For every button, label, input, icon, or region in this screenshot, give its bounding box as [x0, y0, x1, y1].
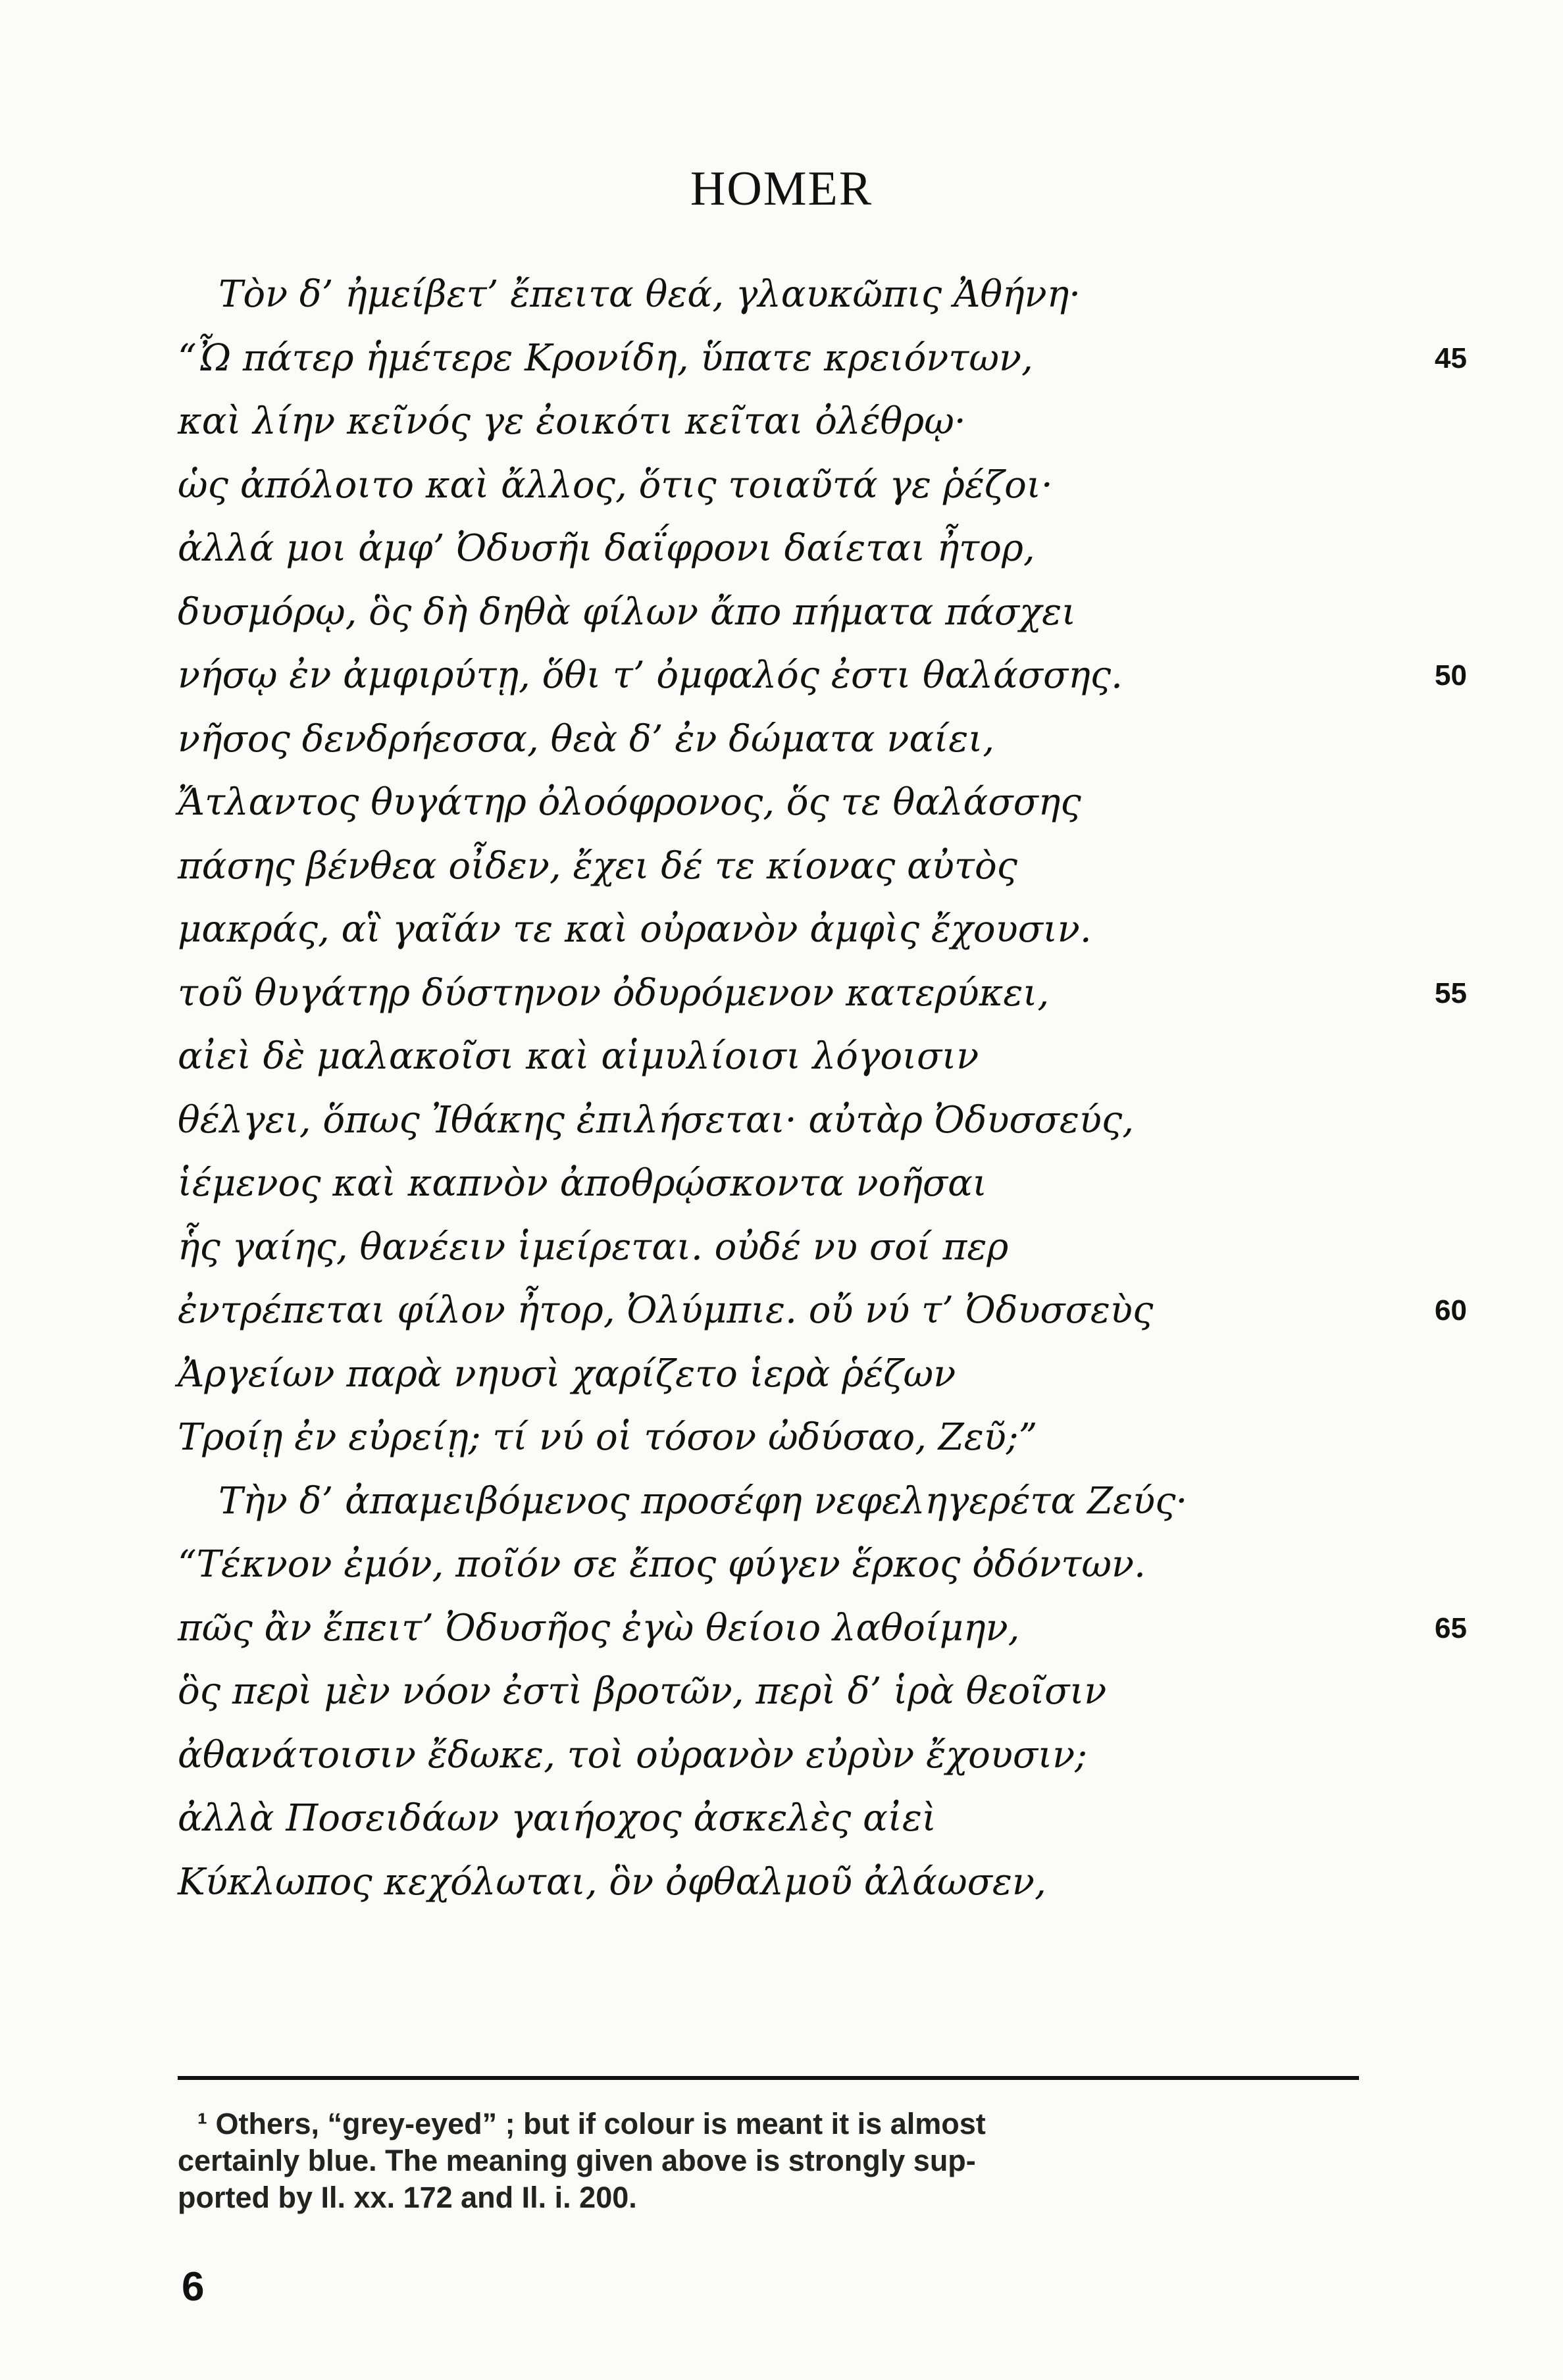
verse-text: ἀθανάτοισιν ἔδωκε, τοὶ οὐρανὸν εὐρὺν ἔχουσιν;: [178, 1733, 1087, 1777]
verse-text: Τὸν δ’ ἠμείβετ’ ἔπειτα θεά, γλαυκῶπις Ἀθήνη·: [218, 273, 1081, 316]
verse-line: [178, 581, 1494, 645]
verse-text: αἰεὶ δὲ μαλακοῖσι καὶ αἱμυλίοισι λόγοισιν: [178, 1035, 979, 1078]
verse-text: πῶς ἂν ἔπειτ’ Ὀδυσῆος ἐγὼ θείοιο λαθοίμην,: [178, 1606, 1020, 1650]
verse-line: [178, 1152, 1494, 1216]
verse-line: [178, 1787, 1494, 1851]
footnote-divider: [178, 2076, 1359, 2080]
verse-line: [178, 517, 1494, 581]
verse-text: Ἄτλαντος θυγάτηρ ὀλοόφρονος, ὅς τε θαλάσσης: [178, 781, 1081, 824]
verse-line: [178, 1470, 1494, 1534]
verse-text: Τὴν δ’ ἀπαμειβόμενος προσέφη νεφεληγερέτα Ζεύς·: [218, 1479, 1188, 1523]
verse-line: [178, 1279, 1494, 1343]
verse-text: νῆσος δενδρήεσσα, θεὰ δ’ ἐν δώματα ναίει,: [178, 717, 995, 761]
page-number: 6: [182, 2264, 205, 2310]
verse-line: [178, 835, 1494, 899]
verse-text: δυσμόρῳ, ὃς δὴ δηθὰ φίλων ἄπο πήματα πάσχει: [178, 590, 1077, 634]
verse-line: [178, 1406, 1494, 1470]
verse-line: [178, 1089, 1494, 1153]
verse-text: “Ὦ πάτερ ἡμέτερε Κρονίδη, ὕπατε κρειόντων,: [178, 336, 1033, 380]
verse-text: πάσης βένθεα οἶδεν, ἔχει δέ τε κίονας αὐτὸς: [178, 844, 1018, 888]
verse-line: [178, 962, 1494, 1026]
verse-line: [178, 263, 1494, 327]
verse-line: [178, 454, 1494, 518]
verse-text: θέλγει, ὅπως Ἰθάκης ἐπιλήσεται· αὐτὰρ Ὀδυσσεύς,: [178, 1098, 1135, 1142]
verse-text: Κύκλωπος κεχόλωται, ὃν ὀφθαλμοῦ ἀλάωσεν,: [178, 1860, 1046, 1904]
verse-line: [178, 644, 1494, 708]
verse-line: [178, 708, 1494, 772]
verse-text: ὃς περὶ μὲν νόον ἐστὶ βροτῶν, περὶ δ’ ἱρὰ θεοῖσιν: [178, 1670, 1107, 1713]
verse-text: Τροίῃ ἐν εὐρείῃ; τί νύ οἱ τόσον ὠδύσαο, Ζεῦ;”: [178, 1416, 1038, 1459]
footnote: [178, 2106, 1362, 2216]
verse-line: [178, 1660, 1494, 1724]
verse-line: [178, 1533, 1494, 1597]
verse-text: ὡς ἀπόλοιτο καὶ ἄλλος, ὅτις τοιαῦτά γε ῥέζοι·: [178, 463, 1053, 507]
verse-line: [178, 771, 1494, 835]
footnote-line: ported by Il. xx. 172 and Il. i. 200.: [178, 2181, 637, 2214]
line-number: 55: [1435, 976, 1467, 1009]
line-number: 60: [1435, 1294, 1467, 1327]
verse-line: [178, 1597, 1494, 1661]
verse-line: [178, 1025, 1494, 1089]
verse-line: [178, 898, 1494, 962]
verse-line: [178, 1851, 1494, 1915]
verse-text: ἐντρέπεται φίλον ἦτορ, Ὀλύμπιε. οὔ νύ τ’ Ὀδυσσεὺς: [178, 1289, 1154, 1332]
verse-line: [178, 390, 1494, 454]
line-number: 50: [1435, 659, 1467, 692]
verse-text: καὶ λίην κεῖνός γε ἐοικότι κεῖται ὀλέθρῳ·: [178, 400, 966, 443]
verse-text: τοῦ θυγάτηρ δύστηνον ὀδυρόμενον κατερύκει,: [178, 971, 1050, 1015]
verse-line: [178, 1216, 1494, 1280]
verse-text: ἀλλὰ Ποσειδάων γαιήοχος ἀσκελὲς αἰεὶ: [178, 1797, 936, 1840]
verse-text: Ἀργείων παρὰ νηυσὶ χαρίζετο ἱερὰ ῥέζων: [178, 1352, 956, 1396]
page-title: HOMER: [690, 162, 873, 216]
verse-text: μακράς, αἳ γαῖάν τε καὶ οὐρανὸν ἀμφὶς ἔχουσιν.: [178, 908, 1092, 951]
verse-text: “Τέκνον ἐμόν, ποῖόν σε ἔπος φύγεν ἕρκος ὀδόντων.: [178, 1543, 1146, 1586]
footnote-line: certainly blue. The meaning given above is strongly sup-: [178, 2144, 976, 2177]
verse-line: [178, 1343, 1494, 1407]
verse-text: ἧς γαίης, θανέειν ἱμείρεται. οὐδέ νυ σοί περ: [178, 1225, 1009, 1269]
verse-block: [178, 263, 1494, 1914]
line-number: 65: [1435, 1611, 1467, 1644]
line-number: 45: [1435, 342, 1467, 374]
footnote-line: ¹ Others, “grey-eyed” ; but if colour is meant it is almost: [197, 2107, 986, 2140]
verse-line: [178, 327, 1494, 391]
verse-line: [178, 1724, 1494, 1788]
verse-text: νήσῳ ἐν ἀμφιρύτῃ, ὅθι τ’ ὀμφαλός ἐστι θαλάσσης.: [178, 654, 1123, 697]
verse-text: ἱέμενος καὶ καπνὸν ἀποθρῴσκοντα νοῆσαι: [178, 1162, 987, 1205]
verse-text: ἀλλά μοι ἀμφ’ Ὀδυσῆι δαΐφρονι δαίεται ἦτορ,: [178, 527, 1035, 570]
